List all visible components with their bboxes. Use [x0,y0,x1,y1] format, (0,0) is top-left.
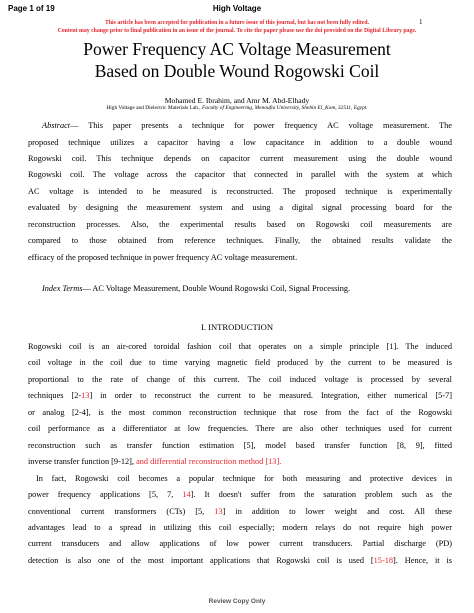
intro-line [28,454,452,470]
citation-link[interactable]: 15-18 [373,555,394,565]
paper-title-line2: Based on Double Wound Rogowski Coil [94,61,380,81]
affiliation [0,105,474,111]
index-terms-text: — AC Voltage Measurement, Double Wound Rogowski Coil, Signal Processing. [82,284,351,293]
intro-line [28,504,452,520]
intro-line [28,388,452,404]
intro-line [28,553,452,569]
intro-line: current transducers and allow applications of low power current transducers. Partial discharge (PD) [28,539,452,549]
abstract-line: Rogowski coil. The voltage across the capacitor that connected in parallel with the system at which [28,170,452,180]
affiliation-lab: High Voltage and Dielectric Materials Lab., [106,105,201,111]
intro-line: proportional to the rate of change of this current. The coil induced voltage is processed by several [28,374,452,384]
intro-text: ]. Hence, it is [393,555,452,565]
intro-text: power frequency applications [5, 7, [28,490,183,499]
abstract-label: Abstract [42,121,71,130]
abstract-line: AC voltage is intended to be measured is reconstructed. The proposed technique is experimentally [28,186,452,196]
intro-line: coil voltage in the coil due to time varying magnetic field produced by the current to be measured is [28,358,452,368]
citation-link[interactable]: 13 [81,391,90,401]
section-heading: I. INTRODUCTION [200,322,274,332]
intro-line: or analog [2-4], is the most common reconstruction technique that rose from the fact of the Rogowski [28,407,452,417]
page-number: 1 [419,18,423,26]
intro-text: ] in order to reconstruct the current to be measured. Integration, either numerical [5-7] [89,391,452,401]
abstract-line: reconstruction processes. Also, the experimental results based on Rogowski coil measurements are [28,219,452,229]
abstract-line: proposed technique utilizes a capacitor having a low capacitance in addition to a double wound [28,137,452,147]
page-label: Page 1 of 19 [8,4,55,13]
intro-text: ] in addition to lower weight and cost. All these [222,506,452,516]
intro-text: techniques [2- [28,391,82,401]
intro-line [28,487,452,503]
citation-link[interactable]: 14 [182,490,191,499]
paper-title-line1: Power Frequency AC Voltage Measurement [83,39,391,59]
intro-line: reconstruction such as transfer function estimation [5], model based transfer function [8, 9], fitted [28,440,452,450]
abstract-line: evaluated by designing the measurement system and using a digital signal processing board for the [28,203,452,213]
index-terms-label: Index Terms [42,284,83,293]
abstract-line: Rogowski coil. This technique depends on capacitor current measurement using the double wound [28,154,452,163]
index-terms [28,281,452,297]
intro-line: Rogowski coil is an air-cored toroidal fashion coil that operates on a simple principle [1]. The induced [28,342,452,351]
intro-line: coil performance as a differentiator at low frequencies. There are also other techniques used for current [28,424,452,434]
abstract-line: compared to those obtained from reference techniques. Finally, the obtained results validate the [28,236,452,246]
affiliation-institution: Faculty of Engineering, Menoufia University, Shebin El_Kom, 32511, Egypt. [201,105,368,111]
intro-text: ]. It doesn't suffer from the saturation problem such as the [190,490,453,499]
intro-text: inverse transfer function [9-12], [28,457,137,467]
intro-line: advantages lead to a spread in utilizing this coil especially; modern relays do not require high power [28,522,452,532]
review-copy-footer: Review Copy Only [208,598,266,605]
authors: Mohamed E. Ibrahim, and Amr M. Abd-Elhady [164,96,310,105]
journal-label: High Voltage [212,4,262,13]
highlighted-text: and differential reconstruction method [13]. [136,457,282,467]
intro-text: conventional current transformers (CTs) [5, [28,506,215,516]
intro-text: detection is also one of the most important applications that Rogowski coil is used [ [28,555,374,565]
intro-line: In fact, Rogowski coil becomes a popular technique for both measuring and protective devices in [36,473,452,483]
abstract-line: efficacy of the proposed technique in power frequency AC voltage measurement. [28,252,298,262]
abstract-line [28,118,452,134]
publication-notice-line2: Content may change prior to final publication in an issue of the journal. To cite the paper please use the doi provided on the Digital Library page. [57,28,417,34]
citation-link[interactable]: 13 [214,506,223,516]
abstract-text: — This paper presents a technique for power frequency AC voltage measurement. The [70,121,452,130]
publication-notice-line1: This article has been accepted for publication in a future issue of this journal, but has not been fully edited. [104,20,370,26]
